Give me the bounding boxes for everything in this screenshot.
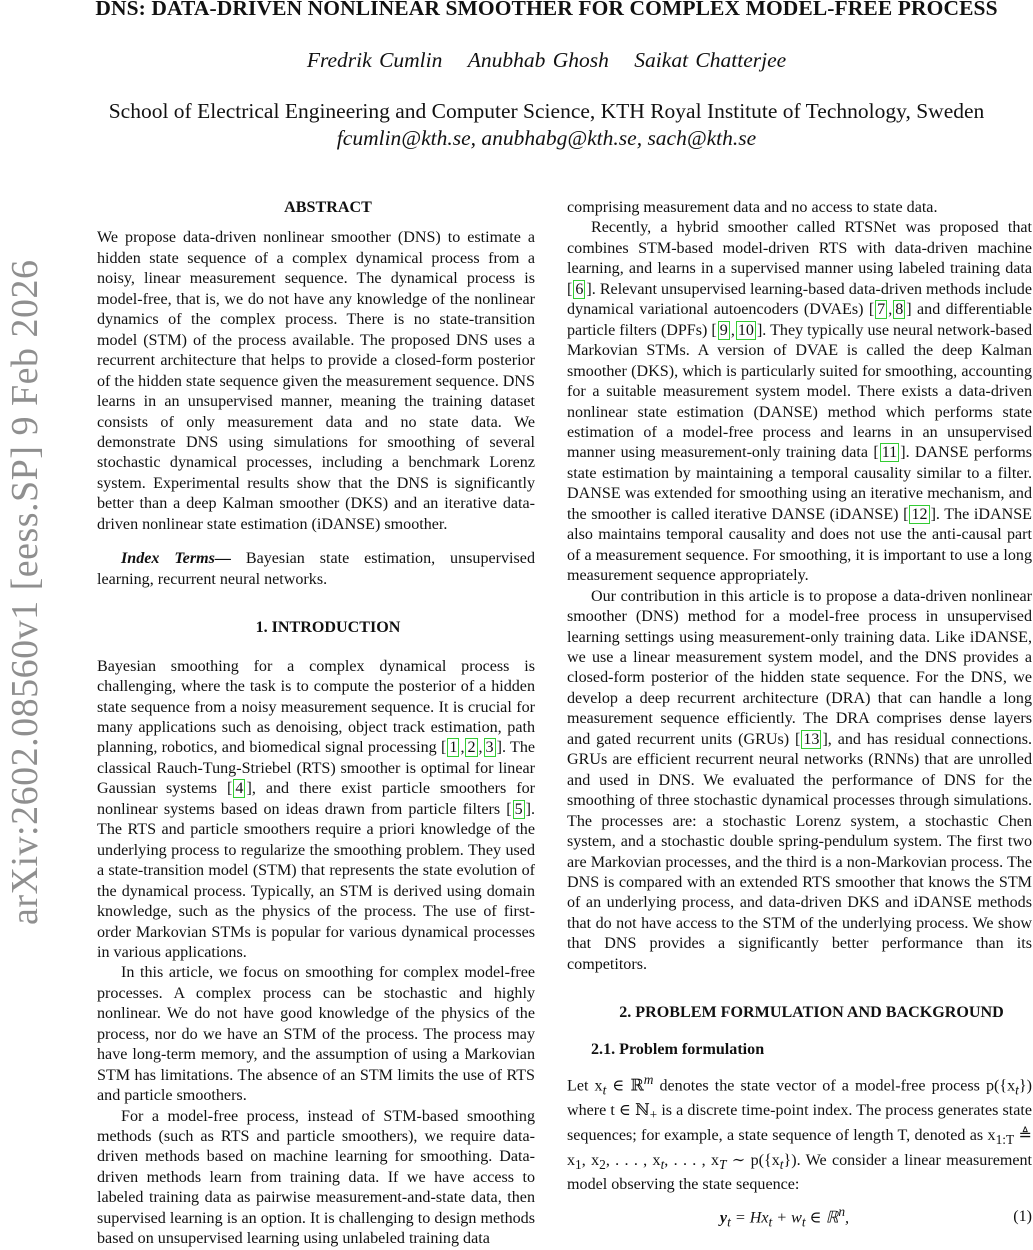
problem-formulation-text: Let $x_t$ ∈ ℝ$^m$ denotes the state vector of a model-free process $p(\{x_t\})$ where t ∈ ℕ$_+$ is a discrete time-point index. The process generates state sequences; for example, a state sequence of length T, denoted as $x_{1:T}$ ≜ $x_1$, $x_2$, . . . , $x_t$, . . . , $x_T$ ∼ $p(\{x_t\})$. We consider a linear measurement model observing the state sequence: (567, 1072, 1033, 1194)
intro-paragraph: Bayesian smoothing for a complex dynamical process is challenging, where the task is to compute the posterior of a hidden state sequence from a noisy measurement sequence. It is crucial for many applications such as denoising, object track estimation, path planning, robotics, and biomedical signal processing [ 1 , 2 , 3 ]. The classical Rauch-Tung-Striebel (RTS) smoother is optimal for linear Gaussian systems [ 4 ], and there exist particle smoothers for nonlinear systems based on ideas drawn from particle filters [ 5 ]. The RTS and particle smoothers require a priori knowledge of the underlying process to regularize the smoothing problem. They used a state-transition model (STM) that represents the state evolution of the dynamical process. Typically, an STM is derived using domain knowledge, such as the physics of the process. The use of first-order Markovian STMs is popular for various dynamical processes in various applications. (97, 657, 536, 961)
abstract-text: We propose data-driven nonlinear smoother (DNS) to estimate a hidden state sequence of a complex dynamical process from a noisy, linear measurement sequence. The dynamical process is model-free, that is, we do not have any knowledge of the nonlinear dynamics of the complex process. There is no state-transition model (STM) of the process available. The proposed DNS uses a recurrent architecture that helps to provide a closed-form posterior of the hidden state sequence given the measurement sequence. DNS learns in an unsupervised manner, meaning the training dataset consists of only measurement data and no state data. We demonstrate DNS using simulations for smoothing of several stochastic dynamical processes, including a benchmark Lorenz system. Experimental results show that the DNS is significantly better than a deep Kalman smoother (DKS) and an iterative data-driven nonlinear state estimation (iDANSE) smoother. (97, 229, 535, 533)
index-terms (97, 549, 535, 590)
citation-link[interactable]: 13 (803, 730, 820, 748)
citation-link[interactable]: 10 (737, 321, 754, 339)
author-name: Saikat Chatterjee (634, 48, 787, 72)
equation-body: $y_t = Hx_t + w_t$ ∈ ℝ$^n$, (719, 1203, 850, 1230)
citation-link[interactable]: 9 (719, 321, 728, 339)
abstract-heading: ABSTRACT (284, 199, 372, 216)
citation-link[interactable]: 12 (911, 505, 928, 523)
affiliation: School of Electrical Engineering and Computer Science, KTH Royal Institute of Technology, Sweden (108, 99, 985, 123)
citation-link[interactable]: 2 (467, 739, 476, 757)
author-name: Anubhab Ghosh (467, 48, 609, 72)
intro-paragraph-continued: comprising measurement data and no access to state data. (567, 199, 938, 216)
paper-title: DNS: DATA-DRIVEN NONLINEAR SMOOTHER FOR COMPLEX MODEL-FREE PROCESS (95, 0, 998, 20)
citation-link[interactable]: 1 (449, 739, 458, 757)
right-column (567, 198, 1032, 1233)
left-column (97, 198, 535, 1250)
intro-paragraph: For a model-free process, instead of STM-based smoothing methods (such as RTS and particle smoothers), we require data-driven methods based on machine learning for smoothing. Data-driven methods learn from training data. If we have access to labeled training data as pairwise measurement-and-state data, then supervised learning is an option. It is challenging to design methods based on unsupervised learning using unlabeled training data (97, 1107, 535, 1248)
subsection-2-1-heading: 2.1. Problem formulation (591, 1040, 765, 1058)
affiliation-block (60, 98, 1033, 152)
index-terms-text: Bayesian state estimation, unsupervised learning, recurrent neural networks. (97, 550, 535, 588)
equation-number: (1) (1013, 1207, 1032, 1225)
citation-link[interactable]: 11 (881, 444, 898, 462)
citation-link[interactable]: 3 (485, 739, 494, 757)
citation-link[interactable]: 8 (895, 301, 904, 319)
citation-link[interactable]: 5 (514, 800, 523, 818)
author-emails: fcumlin@kth.se, anubhabg@kth.se, sach@kth.se (336, 126, 757, 150)
intro-paragraph: Recently, a hybrid smoother called RTSNet was proposed that combines STM-based model-driven RTS with data-driven machine learning, and learns in a supervised manner using labeled training data [ 6 ]. Relevant unsupervised learning-based data-driven methods include dynamical variational autoencoders (DVAEs) [ 7 , 8 ] and differentiable particle filters (DPFs) [ 9 , 10 ]. They typically use neural network-based Markovian STMs. A version of DVAE is called the deep Kalman smoother (DKS), which is particularly suited for smoothing, accounting for a suitable measurement system model. There exists a data-driven nonlinear state estimation (DANSE) method which performs state estimation of a model-free process and learns in an unsupervised manner using measurement-only training data [ 11 ]. DANSE performs state estimation by maintaining a temporal causality similar to a filter. DANSE was extended for smoothing using an iterative mechanism, and the smoother is called iterative DANSE (iDANSE) [ 12 ]. The iDANSE also maintains temporal causality and does not use the anti-causal part of a measurement sequence. For smoothing, it is important to use a long measurement sequence appropriately. (567, 219, 1033, 585)
arxiv-stamp-text: arXiv:2602.08560v1 [eess.SP] 9 Feb 2026 (4, 259, 46, 925)
citation-link[interactable]: 6 (575, 280, 584, 298)
citation-link[interactable]: 7 (877, 301, 886, 319)
intro-paragraph: Our contribution in this article is to propose a data-driven nonlinear smoother (DNS) method for a model-free process in unsupervised learning settings using measurement-only training data. Like iDANSE, we use a linear measurement system model, and the DNS provides a closed-form posterior of the hidden state sequence. For the DNS, we develop a deep recurrent architecture (DRA) that can handle a long measurement sequence efficiently. The DRA comprises dense layers and gated recurrent units (GRUs) [ 13 ], and has residual connections. GRUs are efficient recurrent neural networks (RNNs) that are unrolled and used in DNS. We evaluated the performance of DNS for the smoothing of three stochastic dynamical processes through simulations. The processes are: a stochastic Lorenz system, a stochastic Chen system, and a stochastic double spring-pendulum system. The first two are Markovian processes, and the third is a non-Markovian process. The DNS is compared with an extended RTS smoother that knows the STM of an underlying process, and data-driven DKS and iDANSE methods that do not have access to the STM of the underlying process. We show that DNS provides a significantly better performance than its competitors. (567, 587, 1032, 973)
author-name: Fredrik Cumlin (306, 48, 443, 72)
citation-link[interactable]: 4 (235, 780, 244, 798)
section-2-heading: 2. PROBLEM FORMULATION AND BACKGROUND (619, 1004, 1004, 1022)
intro-paragraph: In this article, we focus on smoothing for complex model-free processes. A complex process can be stochastic and highly nonlinear. We do not have good knowledge of the physics of the process, nor do we have an STM of the process. The process may have long-term memory, and the assumption of using a Markovian STM has limitations. The absence of an STM limits the use of RTS and particle smoothers. (97, 964, 535, 1105)
index-terms-label: Index Terms— (121, 550, 231, 568)
section-1-heading: 1. INTRODUCTION (255, 619, 401, 637)
equation-1 (567, 1202, 1032, 1233)
author-list (60, 48, 1033, 73)
